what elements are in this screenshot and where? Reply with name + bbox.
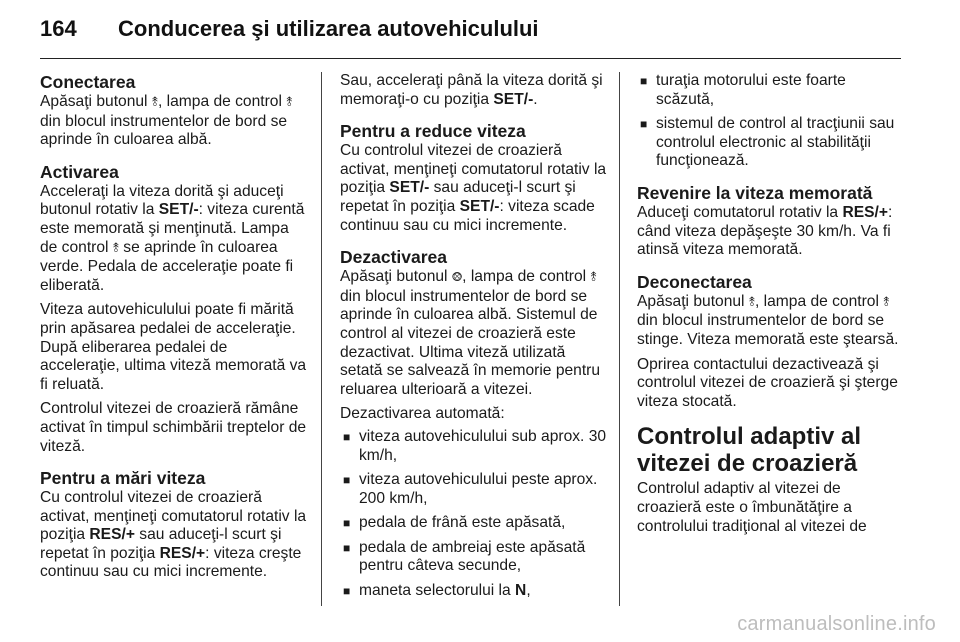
cruise-off-icon: ⨷ — [451, 270, 463, 286]
section-heading: Pentru a reduce viteza — [340, 121, 526, 142]
cruise-control-icon: ⥉ — [112, 240, 119, 256]
paragraph: Aduceţi comutatorul rotativ la RES/+: când viteza depăşeşte 30 km/h. Va fi atinsă viteza memorată. — [637, 203, 893, 259]
paragraph: Apăsaţi butonul ⥉, lampa de control ⥉ din blocul instrumentelor de bord se aprinde în culoarea albă. — [40, 93, 293, 149]
chapter-title: Conducerea şi utilizarea autovehiculului — [118, 16, 539, 41]
column-divider — [321, 72, 322, 606]
text-column-2 — [340, 72, 608, 607]
paragraph: Oprirea contactului dezactivează şi controlul vitezei de croazieră şi şterge viteza stocată. — [637, 355, 898, 410]
paragraph: Viteza autovehiculului poate fi mărită prin apăsarea pedalei de acceleraţie. După eliberarea pedalei de acceleraţie, ultima viteză memorată va fi reluată. — [40, 301, 307, 393]
section-heading: Dezactivarea — [340, 247, 448, 268]
bullet-list — [340, 428, 608, 601]
section-heading: Revenire la viteza memorată — [637, 182, 873, 203]
paragraph: Acceleraţi la viteza dorită şi aduceţi butonul rotativ la SET/-: viteza curentă este memorată şi menţinută. Lampa de control ⥉ se aprinde în culoarea verde. Pedala de acceleraţie poate fi eliberată. — [40, 182, 305, 294]
paragraph: Apăsaţi butonul ⨷, lampa de control ⥉ din blocul instrumentelor de bord se aprinde în culoarea albă. Sistemul de control al vitezei de croazieră este dezactivat. Ultima viteză utilizată setată se salvează în memorie pentru reluarea ulterioară a vitezei. — [340, 268, 601, 398]
chapter-section-heading: Controlul adaptiv al vitezei de croazieră — [637, 423, 862, 478]
list-item: ■ viteza autovehiculului sub aprox. 30 km/h, — [340, 428, 608, 465]
list-item: ■ turaţia motorului este foarte scăzută, — [637, 72, 905, 109]
list-item: ■ sistemul de control al tracţiunii sau controlul electronic al stabilităţii funcţionează. — [637, 115, 905, 171]
paragraph: Controlul vitezei de croazieră rămâne activat în timpul schimbării treptelor de viteză. — [40, 400, 307, 455]
paragraph: Cu controlul vitezei de croazieră activat, menţineţi comutatorul rotativ la poziţia SET/- sau aduceţi-l scurt şi repetat în poziţia SET/-: viteza scade continuu sau cu mici incremente. — [340, 142, 607, 234]
page-header — [40, 14, 900, 44]
list-item: ■ maneta selectorului la N, — [340, 582, 608, 601]
cruise-control-icon: ⥉ — [590, 270, 597, 286]
section-heading: Activarea — [40, 161, 119, 182]
list-item: ■ pedala de frână este apăsată, — [340, 514, 608, 533]
column-divider — [619, 72, 620, 606]
text-column-1 — [40, 72, 308, 607]
paragraph: Dezactivarea automată: — [340, 405, 505, 423]
text-column-3 — [637, 72, 905, 607]
header-rule — [40, 58, 901, 59]
list-item: ■ pedala de ambreiaj este apăsată pentru câteva secunde, — [340, 539, 608, 576]
paragraph: Sau, acceleraţi până la viteza dorită şi memoraţi-o cu poziţia SET/-. — [340, 72, 603, 108]
paragraph: Cu controlul vitezei de croazieră activat, menţineţi comutatorul rotativ la poziţia RES/+ sau aduceţi-l scurt şi repetat în poziţia RES/+: viteza creşte continuu sau cu mici incremente. — [40, 489, 307, 581]
section-heading: Deconectarea — [637, 271, 752, 292]
list-item: ■ viteza autovehiculului peste aprox. 200 km/h, — [340, 471, 608, 508]
section-heading: Pentru a mări viteza — [40, 468, 206, 489]
bullet-list — [637, 72, 905, 171]
paragraph: Apăsaţi butonul ⥉, lampa de control ⥉ din blocul instrumentelor de bord se stinge. Viteza memorată este ştearsă. — [637, 292, 899, 348]
page-number: 164 — [40, 16, 77, 41]
cruise-control-icon: ⥉ — [286, 95, 293, 110]
paragraph: Controlul adaptiv al vitezei de croazieră este o îmbunătăţire a controlului tradiţional al vitezei de — [637, 480, 867, 535]
section-heading: Conectarea — [40, 72, 136, 92]
watermark: carmanualsonline.info — [737, 613, 936, 635]
cruise-control-icon: ⥉ — [748, 294, 755, 310]
cruise-control-icon: ⥉ — [883, 294, 890, 310]
cruise-control-icon: ⥉ — [151, 95, 158, 110]
